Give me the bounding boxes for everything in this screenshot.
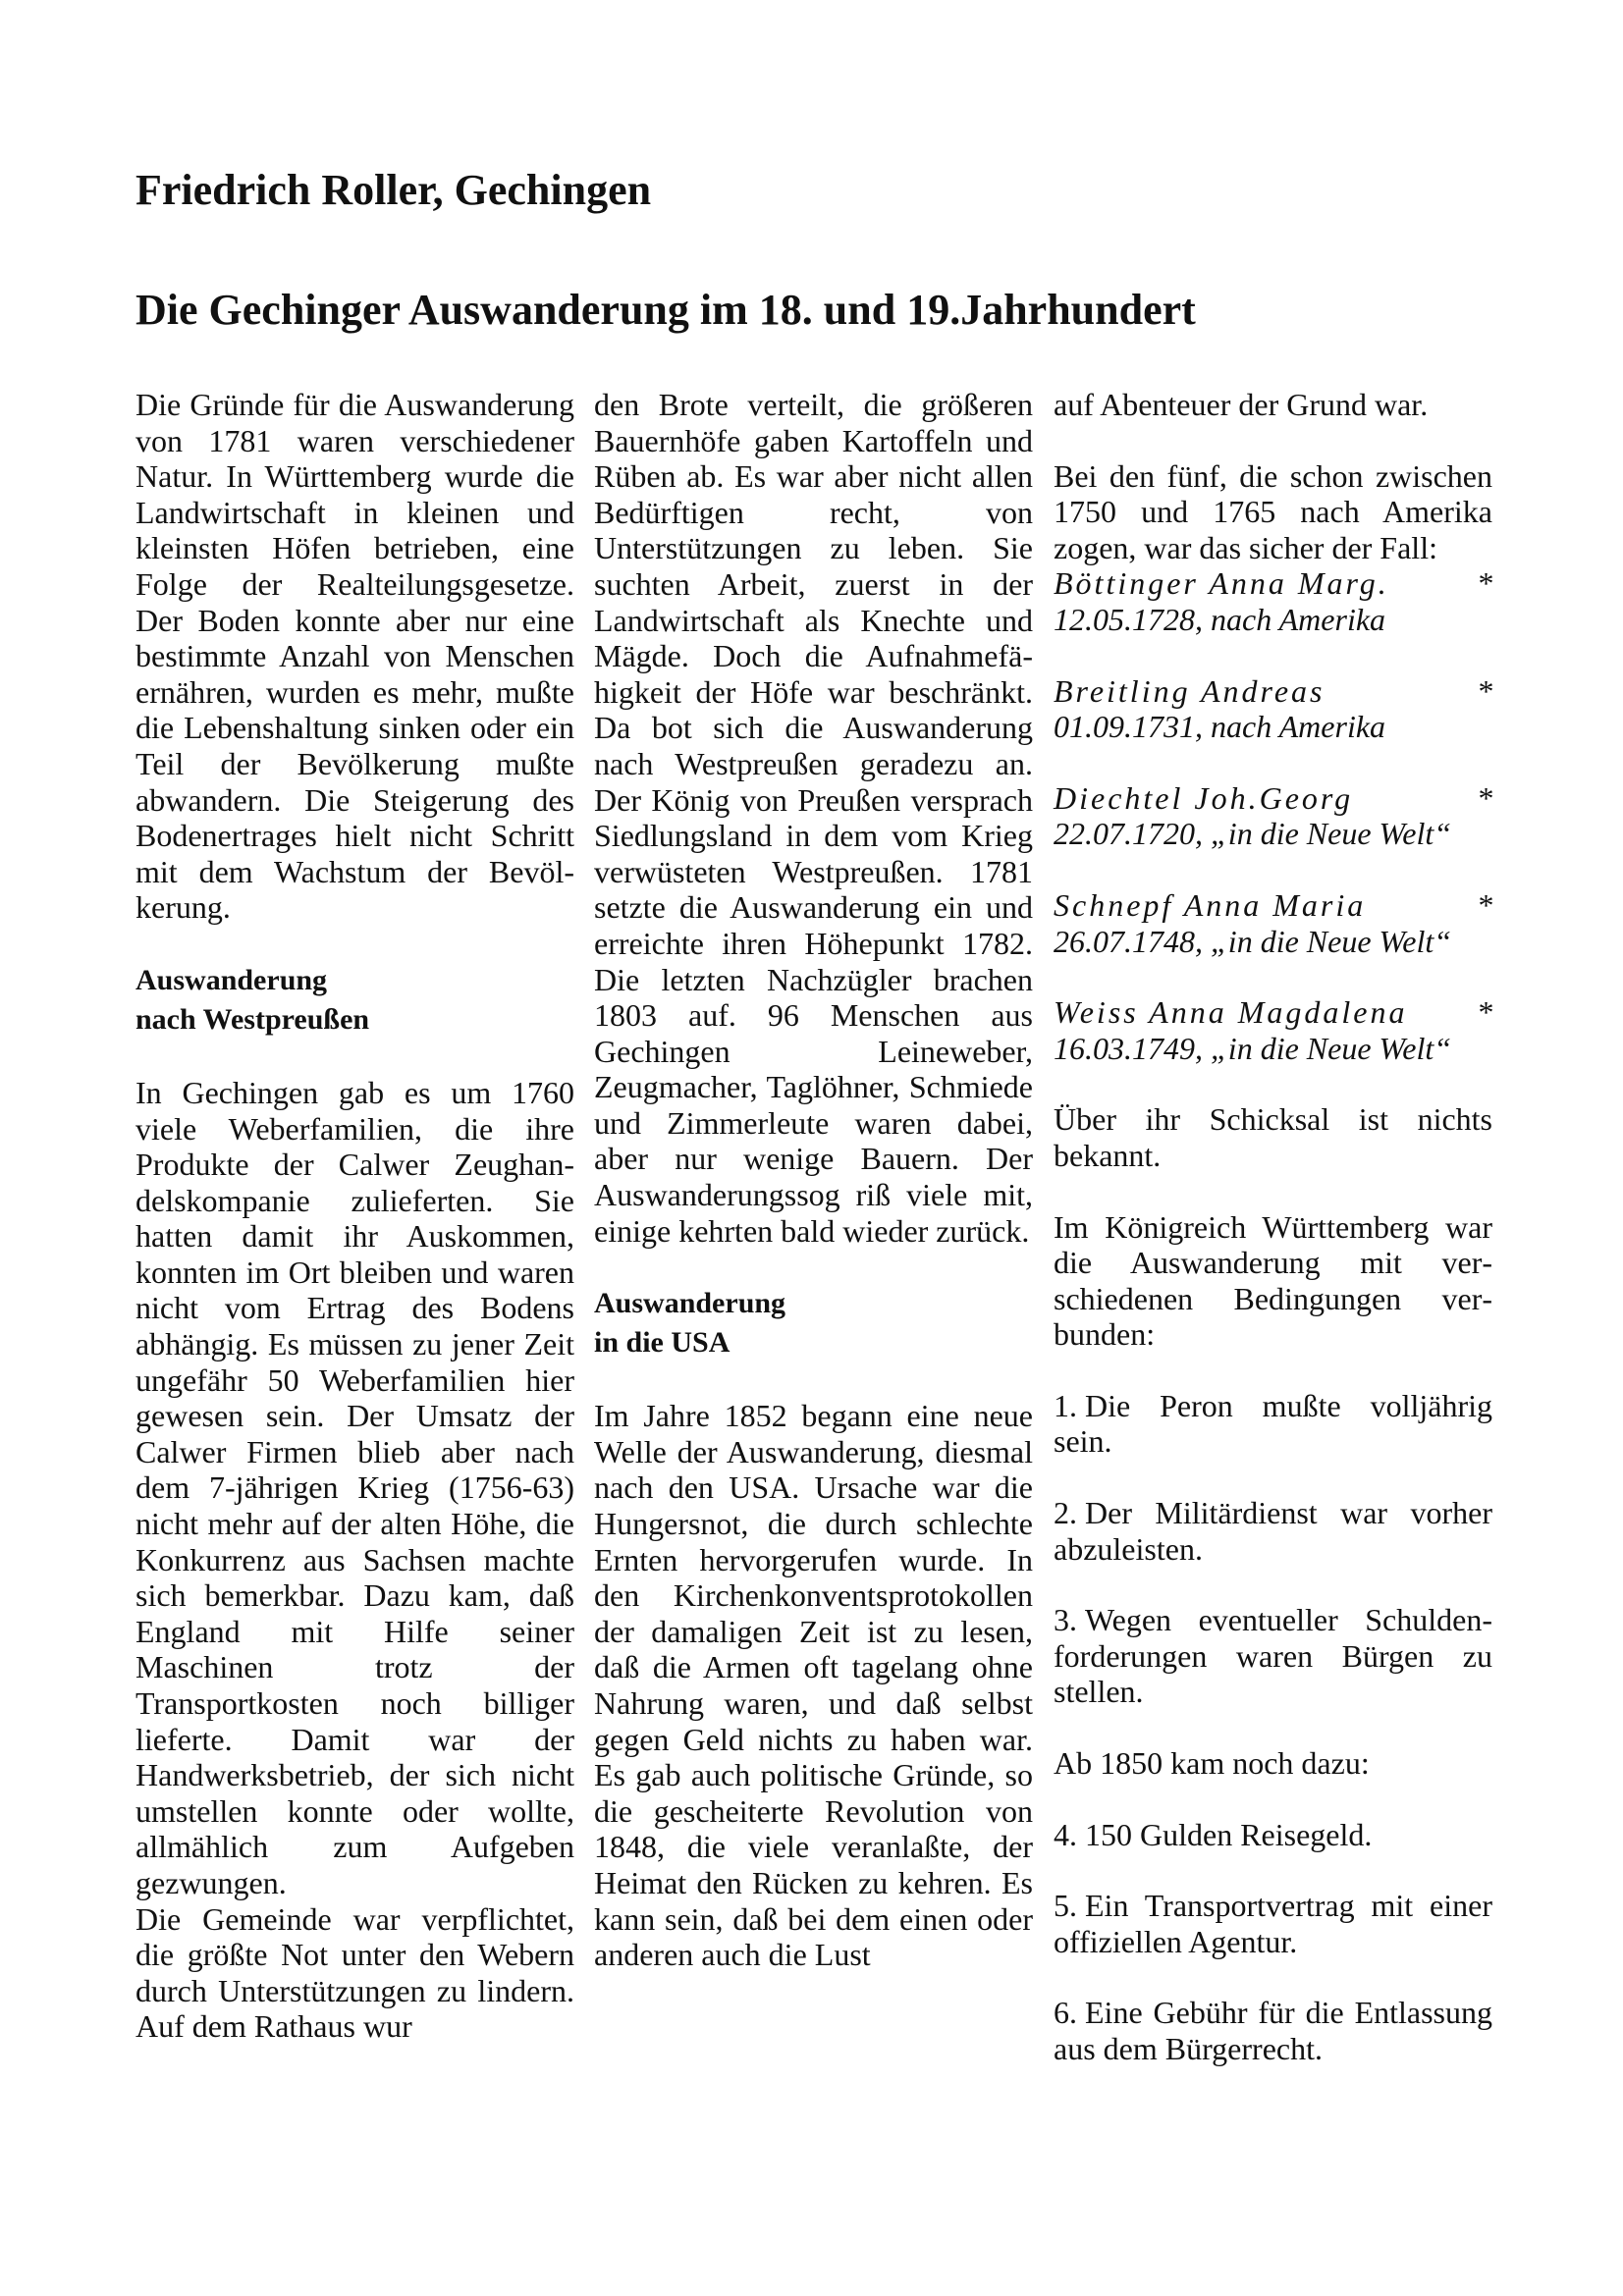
- article-title: Die Gechinger Auswanderung im 18. und 19.Jahrhundert: [135, 286, 1196, 334]
- emigrant-entry: [1054, 887, 1492, 959]
- emigrant-detail: 01.09.1731, nach Amerika: [1054, 709, 1386, 745]
- paragraph: Die Gemeinde war verpflichtet, die größte Not unter den Webern durch Unterstützungen zu lindern. Auf dem Rathaus wur: [135, 1900, 574, 2045]
- condition-number: 6.: [1054, 1995, 1077, 2031]
- emigrant-name: Breitling Andreas: [1054, 672, 1325, 709]
- paragraph: den Brote verteilt, die größeren Bauernhöfe gaben Kartoffeln und Rüben ab. Es war aber nicht allen Bedürftigen recht, von Unterstützungen zu leben. Sie suchten Arbeit, zuerst in der Landwirtschaft als Knechte und Mägde. Doch die Aufnahmefähigkeit der Höfe war beschränkt. Da bot sich die Auswanderung nach Westpreußen geradezu an. Der König von Preußen versprach Siedlungsland in dem vom Krieg verwüsteten Westpreußen. 1781 setzte die Auswanderung ein und erreichte ihren Höhepunkt 1782. Die letzten Nachzügler brachen 1803 auf. 96 Menschen aus Gechingen Leineweber, Zeugmacher, Taglöhner, Schmiede und Zimmerleute waren dabei, aber nur wenige Bauern. Der Auswanderungssog riß viele mit, einige kehrten bald wieder zurück.: [594, 387, 1033, 1249]
- text-column-3: [1054, 387, 1492, 2103]
- condition-number: 5.: [1054, 1888, 1077, 1924]
- author-line: Friedrich Roller, Gechingen: [135, 166, 652, 214]
- emigrant-detail: 22.07.1720, „in die Neue Welt“: [1054, 816, 1452, 852]
- condition-item: [1054, 1602, 1492, 1710]
- text-column-2: [594, 387, 1033, 2008]
- birth-star: *: [1477, 565, 1492, 602]
- condition-text: 150 Gulden Reisegeld.: [1085, 1816, 1373, 1852]
- birth-star: *: [1477, 672, 1492, 709]
- condition-text: Wegen eventueller Schuldenforderungen waren Bürgen zu stellen.: [1054, 1602, 1492, 1710]
- emigrant-name: Schnepf Anna Maria: [1054, 886, 1367, 923]
- paragraph: Im Königreich Württemberg war die Auswanderung mit verschiedenen Bedingungen verbunden:: [1054, 1208, 1492, 1353]
- paragraph: Im Jahre 1852 begann eine neue Welle der Auswanderung, diesmal nach den USA. Ursache war die Hungersnot, die durch schlechte Ernten hervorgerufen wurde. In den Kirchenkonventsprotokollen der damaligen Zeit ist zu lesen, daß die Armen oft tagelang ohne Nahrung waren, und daß selbst gegen Geld nichts zu haben war. Es gab auch politische Gründe, so die gescheiterte Revolution von 1848, die viele veranlaßte, der Heimat den Rücken zu kehren. Es kann sein, daß bei dem einen oder anderen auch die Lust: [594, 1398, 1033, 1973]
- heading-line: nach Westpreußen: [135, 1002, 370, 1036]
- condition-number: 1.: [1054, 1387, 1077, 1423]
- conditions-list-extra: [1054, 1817, 1492, 2067]
- paragraph: Ab 1850 kam noch dazu:: [1054, 1745, 1370, 1782]
- emigrant-detail: 12.05.1728, nach Amerika: [1054, 601, 1386, 637]
- conditions-list: [1054, 1388, 1492, 1710]
- condition-text: Eine Gebühr für die Entlassung aus dem Bürgerrecht.: [1054, 1995, 1492, 2066]
- condition-number: 4.: [1054, 1816, 1077, 1852]
- heading-line: in die USA: [594, 1326, 730, 1360]
- emigrant-entry: [1054, 565, 1492, 637]
- heading-line: Auswanderung: [135, 963, 328, 996]
- birth-star: *: [1477, 994, 1492, 1031]
- section-heading-westpreussen: [135, 961, 574, 1040]
- emigrant-name: Weiss Anna Magdalena: [1054, 994, 1408, 1031]
- emigrant-detail: 26.07.1748, „in die Neue Welt“: [1054, 923, 1452, 959]
- condition-item: [1054, 1888, 1492, 1959]
- condition-text: Ein Transportvertrag mit einer offiziellen Agentur.: [1054, 1888, 1492, 1959]
- condition-item: [1054, 1995, 1492, 2066]
- paragraph: auf Abenteuer der Grund war.: [1054, 387, 1429, 422]
- condition-item: [1054, 1495, 1492, 1567]
- paragraph: Die Gründe für die Auswanderung von 1781 waren verschiedener Natur. In Württemberg wurde die Landwirtschaft in kleinen und kleinsten Höfen betrieben, eine Folge der Realteilungsgesetze. Der Boden konnte aber nur eine bestimmte Anzahl von Menschen ernähren, wurden es mehr, mußte die Lebenshaltung sinken oder ein Teil der Bevölkerung mußte abwandern. Die Steigerung des Bodenertrages hielt nicht Schritt mit dem Wachstum der Bevölkerung.: [135, 387, 574, 926]
- paragraph: In Gechingen gab es um 1760 viele Weberfamilien, die ihre Produkte der Calwer Zeughandelskompanie zulieferten. Sie hatten damit ihr Auskommen, konnten im Ort bleiben und waren nicht vom Ertrag des Bodens abhängig. Es müssen zu jener Zeit ungefähr 50 Weberfamilien hier gewesen sein. Der Umsatz der Calwer Firmen blieb aber nach dem 7-jährigen Krieg (1756-63) nicht mehr auf der alten Höhe, die Konkurrenz aus Sachsen machte sich bemerkbar. Dazu kam, daß England mit Hilfe seiner Maschinen trotz der Transportkosten noch billiger lieferte. Damit war der Handwerksbetrieb, der sich nicht umstellen konnte oder wollte, allmählich zum Aufgeben gezwungen.: [135, 1074, 574, 1900]
- heading-line: Auswanderung: [594, 1287, 786, 1320]
- emigrant-entry: [1054, 994, 1492, 1066]
- emigrant-entry: [1054, 673, 1492, 745]
- emigrant-detail: 16.03.1749, „in die Neue Welt“: [1054, 1030, 1452, 1066]
- paragraph: Über ihr Schicksal ist nichts bekannt.: [1054, 1101, 1492, 1173]
- birth-star: *: [1477, 779, 1492, 816]
- condition-item: [1054, 1388, 1492, 1460]
- paragraph: Bei den fünf, die schon zwischen 1750 und 1765 nach Amerika zogen, war das sicher der Fall:: [1054, 457, 1492, 565]
- emigrant-entry: [1054, 780, 1492, 852]
- condition-text: Die Peron mußte volljährig sein.: [1054, 1387, 1492, 1460]
- text-column-1: [135, 387, 574, 2080]
- condition-number: 2.: [1054, 1495, 1077, 1531]
- emigrant-name: Böttinger Anna Marg.: [1054, 565, 1389, 602]
- condition-item: [1054, 1817, 1492, 1853]
- section-heading-usa: [594, 1284, 1033, 1362]
- condition-number: 3.: [1054, 1602, 1077, 1638]
- condition-text: Der Militärdienst war vorher abzuleisten.: [1054, 1495, 1492, 1567]
- emigrant-name: Diechtel Joh.Georg: [1054, 779, 1354, 816]
- birth-star: *: [1477, 886, 1492, 923]
